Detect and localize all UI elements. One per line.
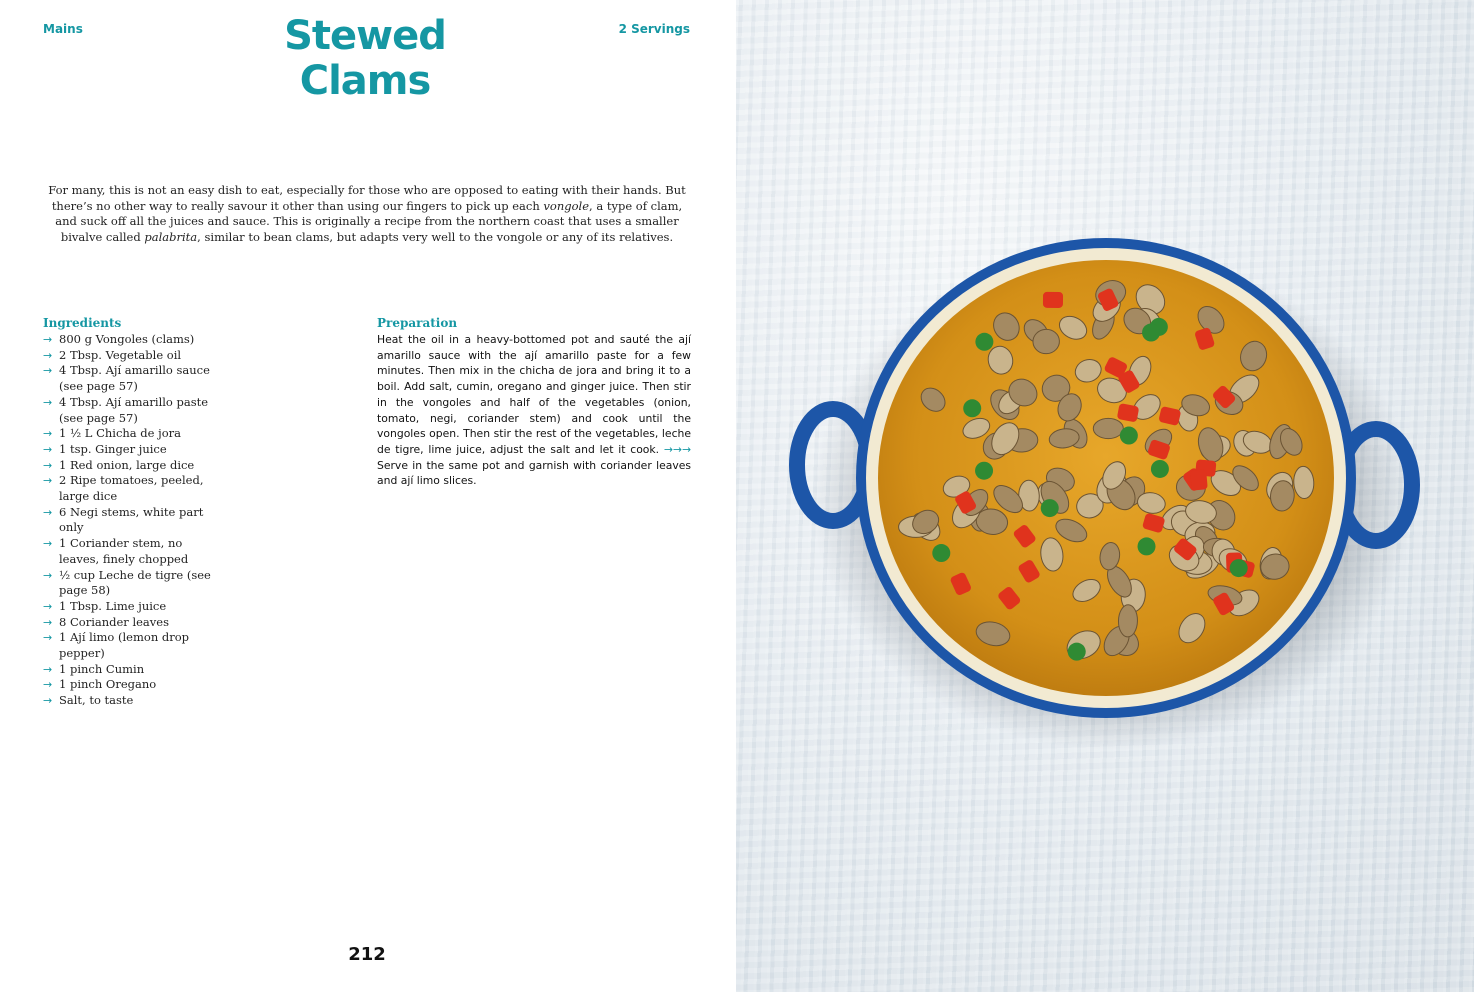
- ingredient-item: [43, 677, 213, 693]
- arrow-icon: →: [43, 505, 53, 519]
- coriander-leaf: [1230, 559, 1248, 577]
- ingredients-list: [43, 332, 213, 709]
- preparation-text: [377, 332, 691, 489]
- ingredient-item: [43, 662, 213, 678]
- arrow-icon: →: [43, 442, 53, 456]
- prep-text-2: Serve in the same pot and garnish with coriander leaves and ají limo slices.: [377, 458, 691, 488]
- coriander-leaf: [1068, 643, 1086, 661]
- arrow-icon: →: [43, 537, 53, 551]
- section-label: Mains: [43, 22, 83, 36]
- arrow-icon: →: [43, 427, 53, 441]
- ingredient-label: 800 g Vongoles (clams): [59, 332, 195, 346]
- servings-label: 2 Servings: [618, 22, 690, 36]
- arrow-icon: →: [43, 599, 53, 613]
- ingredient-item: [43, 348, 213, 364]
- coriander-leaf: [975, 462, 993, 480]
- tomato-piece: [1190, 469, 1208, 490]
- ingredients-heading: Ingredients: [43, 316, 122, 330]
- arrow-icon: →: [43, 458, 53, 472]
- recipe-page-left: [0, 0, 736, 992]
- ingredient-label: 4 Tbsp. Ají amarillo paste (see page 57): [59, 394, 209, 425]
- ingredient-label: Salt, to taste: [59, 693, 134, 708]
- clam-pot-illustration: [736, 0, 1474, 992]
- arrow-icon: →: [43, 333, 53, 346]
- coriander-leaf: [963, 399, 981, 417]
- intro-text-1: For many, this is not an easy dish to eat, especially for those who are opposed to eating with their hands. But there’s no other way to really savour it other than using our fingers to pick up each: [48, 183, 686, 213]
- ingredient-item: [43, 693, 213, 709]
- arrow-icon: →: [43, 364, 53, 378]
- ingredient-label: 4 Tbsp. Ají amarillo sauce (see page 57): [59, 363, 210, 394]
- arrow-icon: →: [43, 395, 53, 409]
- coriander-leaf: [975, 333, 993, 351]
- preparation-heading: Preparation: [377, 316, 458, 330]
- clam-shell: [1118, 605, 1138, 638]
- ingredient-item: [43, 473, 213, 504]
- ingredient-item: [43, 615, 213, 631]
- title-line-2: Clams: [299, 58, 431, 104]
- coriander-leaf: [1151, 460, 1169, 478]
- ingredient-item: [43, 458, 213, 474]
- arrows-icon: →→→: [663, 442, 691, 456]
- ingredient-item: [43, 630, 213, 661]
- intro-paragraph: [43, 183, 691, 246]
- ingredient-label: 1 Tbsp. Lime juice: [59, 598, 167, 613]
- coriander-leaf: [1120, 427, 1138, 445]
- ingredient-label: 1 Coriander stem, no leaves, finely chopped: [59, 536, 189, 566]
- ingredient-label: 2 Tbsp. Vegetable oil: [59, 347, 182, 362]
- intro-text-3: , similar to bean clams, but adapts very well to the vongole or any of its relatives.: [197, 230, 674, 245]
- ingredient-item: [43, 442, 213, 458]
- page-number: 212: [348, 944, 386, 965]
- ingredient-label: 1 Red onion, large dice: [59, 457, 195, 472]
- recipe-title: [240, 14, 490, 104]
- arrow-icon: →: [43, 694, 53, 708]
- tomato-piece: [1043, 292, 1063, 308]
- ingredient-item: [43, 505, 213, 536]
- arrow-icon: →: [43, 348, 53, 362]
- arrow-icon: →: [43, 631, 53, 645]
- intro-em-vongole: vongole: [543, 198, 590, 213]
- intro-em-palabrita: palabrita: [144, 230, 198, 245]
- title-line-1: Stewed: [284, 13, 446, 59]
- arrow-icon: →: [43, 615, 53, 629]
- ingredient-label: 1 ½ L Chicha de jora: [59, 426, 181, 441]
- ingredient-label: 1 pinch Oregano: [59, 677, 157, 692]
- ingredient-label: 6 Negi stems, white part only: [59, 504, 204, 535]
- arrow-icon: →: [43, 474, 53, 488]
- ingredient-item: [43, 332, 213, 348]
- ingredient-label: 8 Coriander leaves: [59, 614, 169, 629]
- coriander-leaf: [932, 544, 950, 562]
- ingredient-label: 1 tsp. Ginger juice: [59, 441, 167, 456]
- ingredient-item: [43, 536, 213, 567]
- ingredient-item: [43, 599, 213, 615]
- coriander-leaf: [1138, 537, 1156, 555]
- ingredient-label: 1 Ají limo (lemon drop pepper): [59, 630, 190, 661]
- ingredient-label: 1 pinch Cumin: [59, 661, 145, 676]
- ingredient-label: ½ cup Leche de tigre (see page 58): [59, 567, 211, 598]
- coriander-leaf: [1041, 499, 1059, 517]
- coriander-leaf: [1142, 324, 1160, 342]
- prep-text-1: Heat the oil in a heavy-bottomed pot and sauté the ají amarillo sauce with the ají amarillo paste for a few minutes. Then mix in the chicha de jora and bring it to a boil. Add salt, cumin, oregano and ginger juice. Then stir in the vongoles and half of the vegetables (onion, tomato, negi, coriander stem) and cook until the vongoles open. Then stir the rest of the vegetables, leche de tigre, lime juice, adjust the salt and let it cook.: [377, 333, 691, 456]
- intro-text-2: , a type of clam, and suck off all the juices and sauce. This is originally a recipe from the northern coast that uses a smaller bivalve called: [55, 198, 683, 245]
- arrow-icon: →: [43, 568, 53, 582]
- ingredient-item: [43, 395, 213, 426]
- clam-shell: [1093, 418, 1123, 438]
- ingredient-item: [43, 568, 213, 599]
- ingredient-label: 2 Ripe tomatoes, peeled, large dice: [59, 473, 204, 504]
- ingredient-item: [43, 426, 213, 442]
- ingredient-item: [43, 363, 213, 394]
- food-photo: [736, 0, 1474, 992]
- arrow-icon: →: [43, 662, 53, 676]
- arrow-icon: →: [43, 678, 53, 692]
